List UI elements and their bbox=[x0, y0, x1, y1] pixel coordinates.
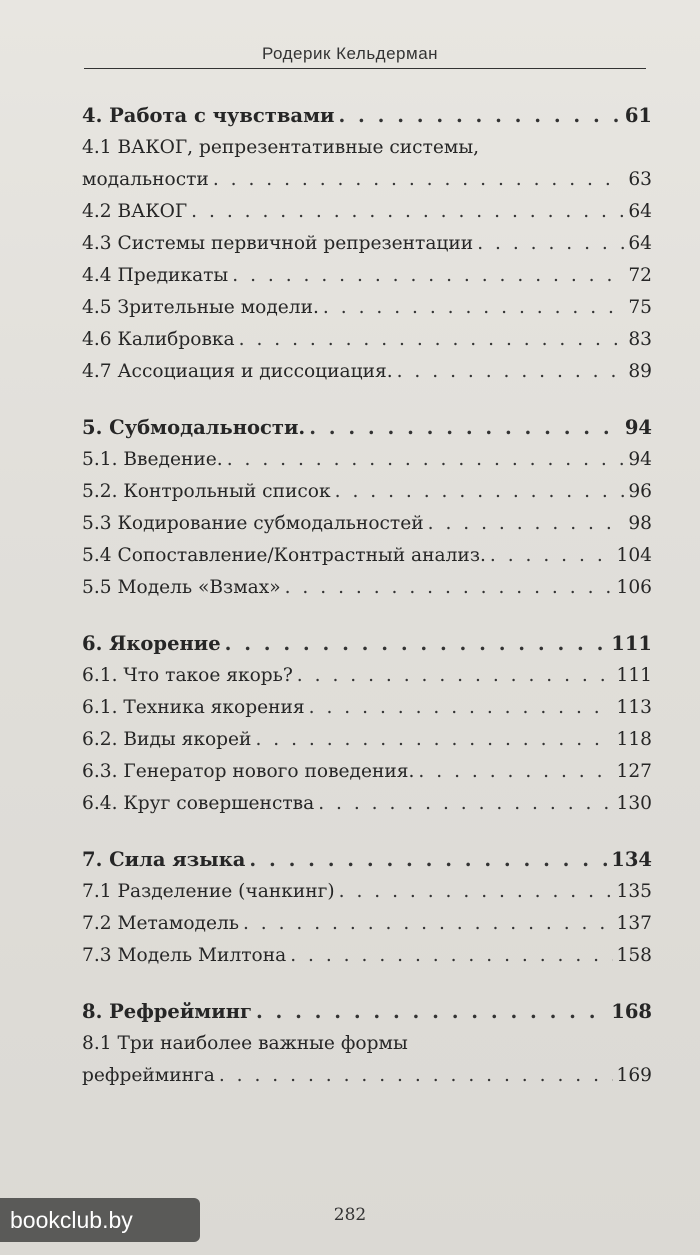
toc-entry-label: 4.7 Ассоциация и диссоциация. bbox=[82, 361, 393, 382]
toc-entry bbox=[82, 476, 652, 508]
toc-page-number: 168 bbox=[611, 1000, 652, 1023]
toc-entry bbox=[82, 260, 652, 292]
dot-leader bbox=[285, 572, 613, 604]
toc-entry-label: 5.3 Кодирование субмодальностей bbox=[82, 513, 424, 534]
toc-chapter bbox=[82, 412, 652, 604]
toc-entry-label: 5.5 Модель «Взмах» bbox=[82, 577, 281, 598]
toc-page-number: 64 bbox=[628, 201, 652, 222]
toc-entry bbox=[82, 660, 652, 692]
toc-page-number: 158 bbox=[616, 945, 652, 966]
dot-leader bbox=[219, 1060, 613, 1092]
toc-entry bbox=[82, 292, 652, 324]
toc-entry bbox=[82, 444, 652, 476]
dot-leader bbox=[318, 788, 612, 820]
toc-entry bbox=[82, 132, 652, 196]
toc-page-number: 83 bbox=[628, 329, 652, 350]
toc-entry bbox=[82, 540, 652, 572]
dot-leader bbox=[338, 100, 620, 132]
toc-entry bbox=[82, 508, 652, 540]
toc-entry bbox=[82, 756, 652, 788]
toc-page-number: 94 bbox=[624, 416, 652, 439]
toc-page-number: 63 bbox=[628, 169, 652, 190]
toc-entry bbox=[82, 788, 652, 820]
toc-entry-label: 4.3 Системы первичной репрезентации bbox=[82, 233, 474, 254]
toc-entry-label: 7.2 Метамодель bbox=[82, 913, 239, 934]
toc-page-number: 61 bbox=[624, 104, 652, 127]
toc-page-number: 137 bbox=[616, 913, 652, 934]
dot-leader bbox=[225, 628, 608, 660]
toc-entry-label: 6.3. Генератор нового поведения. bbox=[82, 761, 415, 782]
dot-leader bbox=[213, 164, 625, 196]
toc-page-number: 111 bbox=[611, 632, 652, 655]
toc-page-number: 72 bbox=[628, 265, 652, 286]
dot-leader bbox=[191, 196, 624, 228]
toc-entry bbox=[82, 908, 652, 940]
toc-chapter bbox=[82, 996, 652, 1092]
toc-entry bbox=[82, 356, 652, 388]
toc-chapter bbox=[82, 100, 652, 388]
toc-entry-label: 4.2 ВАКОГ bbox=[82, 201, 188, 222]
dot-leader bbox=[243, 908, 613, 940]
toc-entry bbox=[82, 692, 652, 724]
toc-chapter-heading bbox=[82, 100, 652, 132]
toc-page-number: 75 bbox=[628, 297, 652, 318]
dot-leader bbox=[397, 356, 625, 388]
toc-chapter-heading bbox=[82, 844, 652, 876]
toc-chapter-title: 4. Работа с чувствами bbox=[82, 104, 335, 127]
toc-entry-label: 5.1. Введение. bbox=[82, 449, 223, 470]
dot-leader bbox=[249, 844, 607, 876]
toc-page-number: 89 bbox=[628, 361, 652, 382]
toc-page-number: 113 bbox=[616, 697, 652, 718]
dot-leader bbox=[309, 412, 621, 444]
toc-chapter bbox=[82, 844, 652, 972]
toc-entry bbox=[82, 876, 652, 908]
toc-page-number: 96 bbox=[628, 481, 652, 502]
toc-page-number: 169 bbox=[616, 1065, 652, 1086]
toc-entry-label-continued: модальности bbox=[82, 169, 209, 190]
toc-entry-label: 6.1. Что такое якорь? bbox=[82, 665, 293, 686]
toc-page-number: 127 bbox=[616, 761, 652, 782]
toc-entry bbox=[82, 724, 652, 756]
toc-page-number: 130 bbox=[616, 793, 652, 814]
dot-leader bbox=[335, 476, 625, 508]
toc-entry-label: 7.1 Разделение (чанкинг) bbox=[82, 881, 335, 902]
dot-leader bbox=[428, 508, 625, 540]
dot-leader bbox=[239, 324, 625, 356]
toc-entry-label: 8.1 Три наиболее важные формы bbox=[82, 1033, 408, 1054]
toc-entry bbox=[82, 940, 652, 972]
header-rule bbox=[84, 68, 646, 69]
toc-page-number: 106 bbox=[616, 577, 652, 598]
toc-entry-label: 7.3 Модель Милтона bbox=[82, 945, 287, 966]
watermark-logo: bookclub.by bbox=[0, 1198, 200, 1242]
toc-page-number: 94 bbox=[628, 449, 652, 470]
dot-leader bbox=[256, 996, 607, 1028]
toc-chapter-heading bbox=[82, 996, 652, 1028]
toc-entry-label: 6.1. Техника якорения bbox=[82, 697, 305, 718]
toc-chapter-title: 6. Якорение bbox=[82, 632, 221, 655]
toc-page-number: 134 bbox=[611, 848, 652, 871]
running-header-author: Родерик Кельдерман bbox=[261, 44, 439, 63]
dot-leader bbox=[490, 540, 613, 572]
toc-entry bbox=[82, 196, 652, 228]
dot-leader bbox=[418, 756, 612, 788]
toc-entry bbox=[82, 324, 652, 356]
dot-leader bbox=[255, 724, 612, 756]
toc-entry-label: 6.2. Виды якорей bbox=[82, 729, 252, 750]
toc-page-number: 111 bbox=[616, 665, 652, 686]
toc-entry-label-continued: рефрейминга bbox=[82, 1065, 215, 1086]
toc-entry-label: 6.4. Круг совершенства bbox=[82, 793, 315, 814]
toc-entry-label: 4.5 Зрительные модели. bbox=[82, 297, 319, 318]
page-number: 282 bbox=[333, 1205, 367, 1225]
toc-page-number: 98 bbox=[628, 513, 652, 534]
table-of-contents bbox=[82, 100, 652, 1116]
dot-leader bbox=[323, 292, 624, 324]
dot-leader bbox=[297, 660, 613, 692]
toc-chapter-heading bbox=[82, 628, 652, 660]
toc-chapter-heading bbox=[82, 412, 652, 444]
toc-chapter-title: 8. Рефрейминг bbox=[82, 1000, 252, 1023]
toc-page-number: 64 bbox=[628, 233, 652, 254]
toc-entry-label: 4.4 Предикаты bbox=[82, 265, 229, 286]
dot-leader bbox=[477, 228, 624, 260]
dot-leader bbox=[339, 876, 613, 908]
toc-entry bbox=[82, 572, 652, 604]
dot-leader bbox=[309, 692, 613, 724]
dot-leader bbox=[290, 940, 612, 972]
toc-entry-label: 4.1 ВАКОГ, репрезентативные системы, bbox=[82, 137, 480, 158]
dot-leader bbox=[227, 444, 625, 476]
toc-chapter bbox=[82, 628, 652, 820]
toc-page-number: 104 bbox=[616, 545, 652, 566]
toc-entry bbox=[82, 228, 652, 260]
toc-entry-label: 4.6 Калибровка bbox=[82, 329, 235, 350]
toc-page-number: 135 bbox=[616, 881, 652, 902]
toc-chapter-title: 5. Субмодальности. bbox=[82, 416, 306, 439]
toc-entry bbox=[82, 1028, 652, 1092]
dot-leader bbox=[232, 260, 624, 292]
toc-entry-label: 5.4 Сопоставление/Контрастный анализ. bbox=[82, 545, 486, 566]
toc-page-number: 118 bbox=[616, 729, 652, 750]
toc-entry-label: 5.2. Контрольный список bbox=[82, 481, 331, 502]
toc-chapter-title: 7. Сила языка bbox=[82, 848, 246, 871]
